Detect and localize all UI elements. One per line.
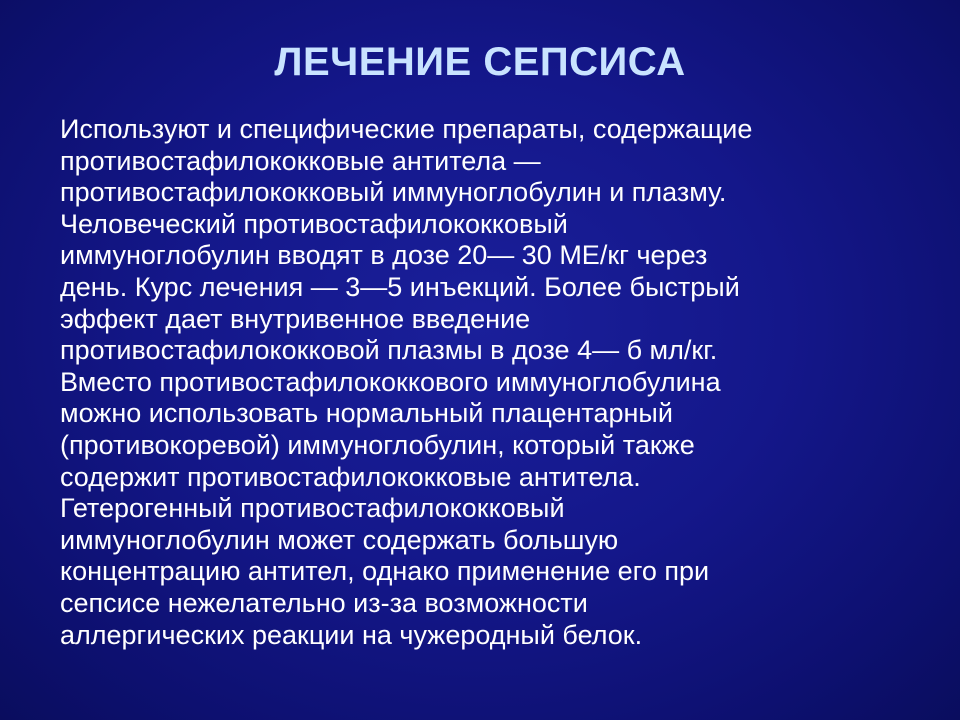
body-line: (противокоревой) иммуноглобулин, который также [60,429,695,460]
body-line: день. Курс лечения — 3—5 инъекций. Более быстрый [60,271,740,302]
body-line: Вместо противостафилококкового иммуноглобулина [60,366,721,397]
slide-body [60,114,910,651]
body-line: Гетерогенный противостафилококковый [60,493,565,524]
body-line: иммуноглобулин может содержать большую [60,524,619,555]
body-line: противостафилококковый иммуноглобулин и плазму. [60,177,727,208]
body-line: эффект дает внутривенное введение [60,303,531,334]
body-line: аллергических реакции на чужеродный белок. [60,619,643,650]
body-line: противостафилококковой плазмы в дозе 4— б мл/кг. [60,335,718,366]
body-line: иммуноглобулин вводят в дозе 20— 30 МЕ/кг через [60,240,708,271]
body-line: содержит противостафилококковые антитела. [60,461,641,492]
slide-title: ЛЕЧЕНИЕ СЕПСИСА [274,40,686,84]
body-line: сепсисе нежелательно из-за возможности [60,587,588,618]
body-line: Используют и специфические препараты, содержащие [60,114,753,144]
body-line: концентрацию антител, однако применение его при [60,556,710,587]
body-line: противостафилококковые антитела — [60,145,541,176]
body-line: Человеческий противостафилококковый [60,208,568,239]
body-line: можно использовать нормальный плацентарный [60,398,673,429]
body-paragraph [60,114,910,651]
